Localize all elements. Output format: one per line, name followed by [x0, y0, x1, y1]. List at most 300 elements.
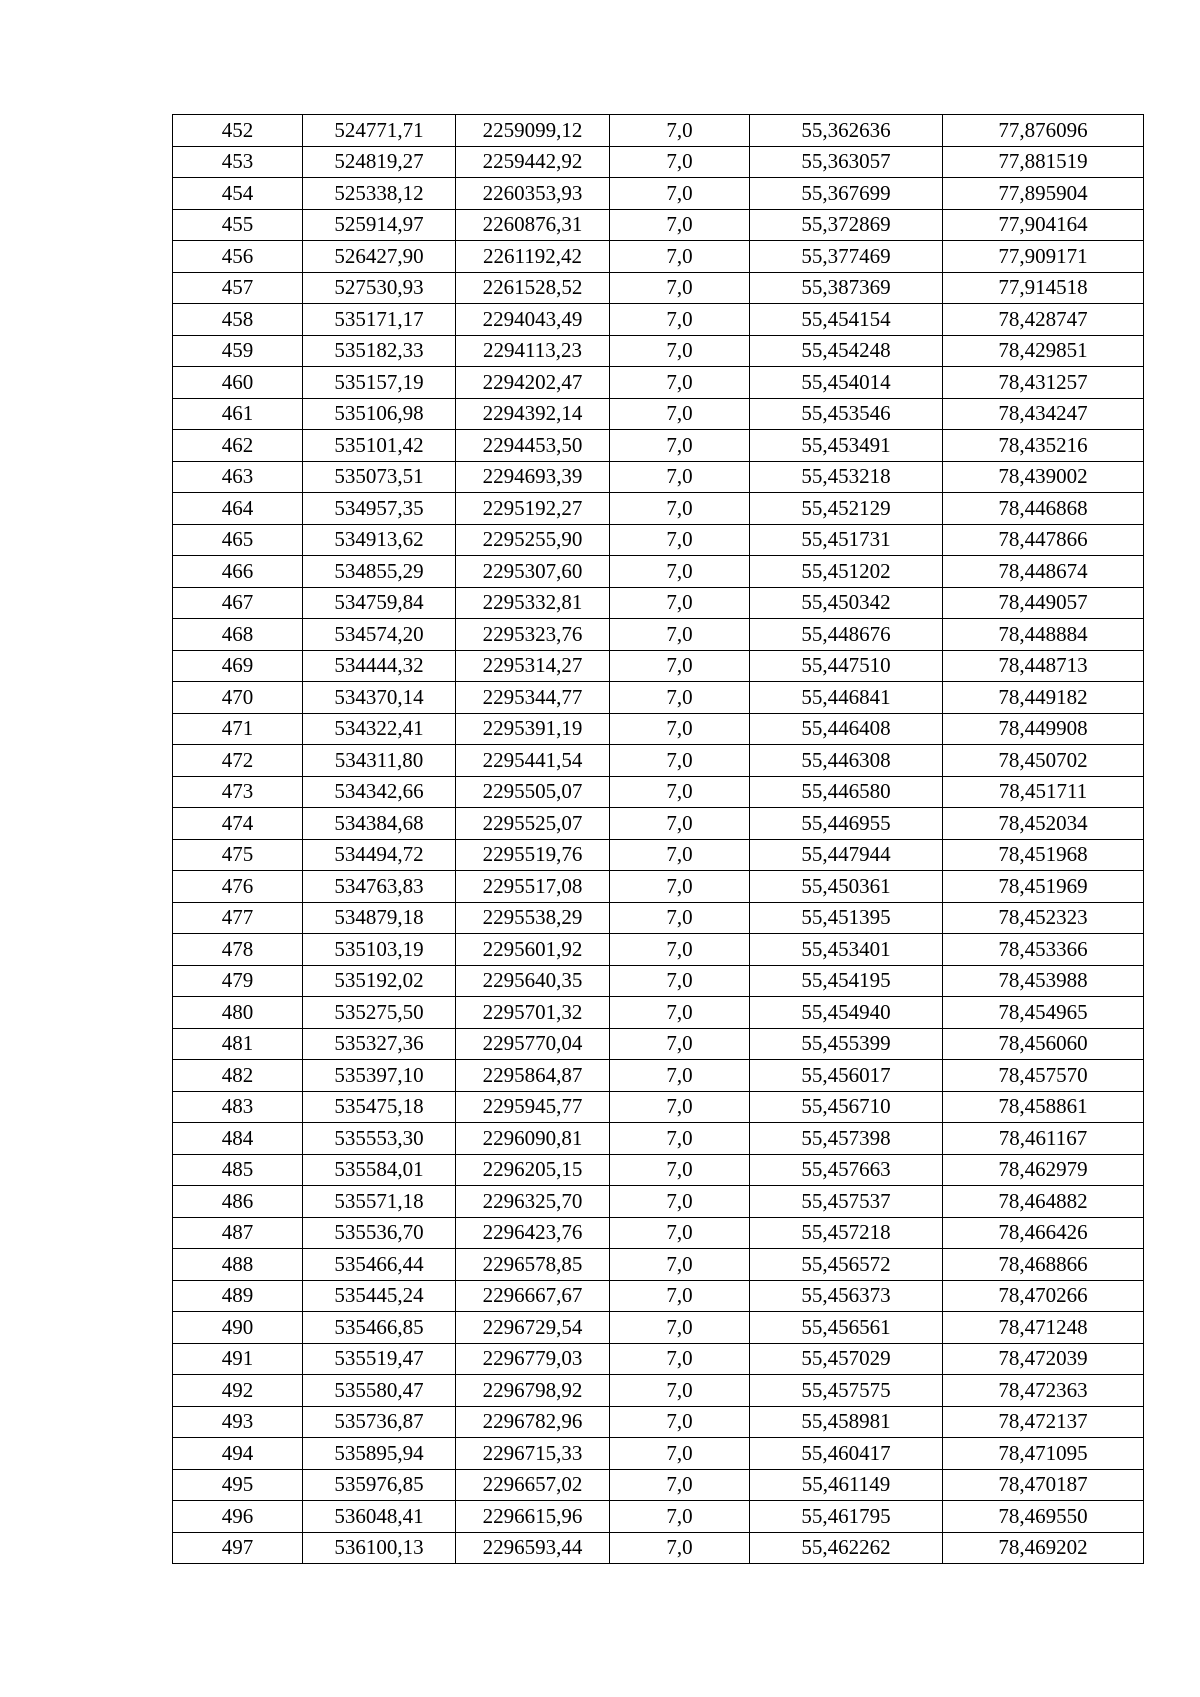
table-row [173, 1154, 1144, 1186]
point-number-cell: 469 [173, 650, 303, 682]
width-cell: 7,0 [610, 871, 750, 903]
width-cell: 7,0 [610, 1312, 750, 1344]
x-coordinate-cell: 535736,87 [303, 1406, 456, 1438]
x-coordinate-cell: 534342,66 [303, 776, 456, 808]
table-row [173, 1060, 1144, 1092]
point-number-cell: 477 [173, 902, 303, 934]
longitude-cell: 78,449057 [943, 587, 1144, 619]
width-cell: 7,0 [610, 1186, 750, 1218]
width-cell: 7,0 [610, 1343, 750, 1375]
x-coordinate-cell: 535157,19 [303, 367, 456, 399]
width-cell: 7,0 [610, 241, 750, 273]
table-row [173, 1406, 1144, 1438]
longitude-cell: 77,909171 [943, 241, 1144, 273]
y-coordinate-cell: 2294113,23 [456, 335, 610, 367]
y-coordinate-cell: 2294453,50 [456, 430, 610, 462]
latitude-cell: 55,450342 [750, 587, 943, 619]
y-coordinate-cell: 2294693,39 [456, 461, 610, 493]
x-coordinate-cell: 535466,44 [303, 1249, 456, 1281]
table-row [173, 398, 1144, 430]
latitude-cell: 55,458981 [750, 1406, 943, 1438]
longitude-cell: 78,448884 [943, 619, 1144, 651]
x-coordinate-cell: 534759,84 [303, 587, 456, 619]
point-number-cell: 463 [173, 461, 303, 493]
point-number-cell: 490 [173, 1312, 303, 1344]
point-number-cell: 482 [173, 1060, 303, 1092]
width-cell: 7,0 [610, 1123, 750, 1155]
longitude-cell: 78,452323 [943, 902, 1144, 934]
point-number-cell: 493 [173, 1406, 303, 1438]
latitude-cell: 55,456373 [750, 1280, 943, 1312]
table-row [173, 650, 1144, 682]
latitude-cell: 55,446955 [750, 808, 943, 840]
x-coordinate-cell: 534957,35 [303, 493, 456, 525]
width-cell: 7,0 [610, 1217, 750, 1249]
width-cell: 7,0 [610, 1060, 750, 1092]
longitude-cell: 78,471248 [943, 1312, 1144, 1344]
table-row [173, 1532, 1144, 1564]
point-number-cell: 497 [173, 1532, 303, 1564]
longitude-cell: 78,452034 [943, 808, 1144, 840]
width-cell: 7,0 [610, 1406, 750, 1438]
latitude-cell: 55,453491 [750, 430, 943, 462]
y-coordinate-cell: 2295519,76 [456, 839, 610, 871]
point-number-cell: 473 [173, 776, 303, 808]
point-number-cell: 476 [173, 871, 303, 903]
x-coordinate-cell: 524771,71 [303, 115, 456, 147]
latitude-cell: 55,461795 [750, 1501, 943, 1533]
longitude-cell: 77,881519 [943, 146, 1144, 178]
table-row [173, 430, 1144, 462]
longitude-cell: 78,472363 [943, 1375, 1144, 1407]
longitude-cell: 78,446868 [943, 493, 1144, 525]
x-coordinate-cell: 535327,36 [303, 1028, 456, 1060]
table-row [173, 461, 1144, 493]
y-coordinate-cell: 2296729,54 [456, 1312, 610, 1344]
longitude-cell: 78,470266 [943, 1280, 1144, 1312]
x-coordinate-cell: 535895,94 [303, 1438, 456, 1470]
width-cell: 7,0 [610, 965, 750, 997]
latitude-cell: 55,450361 [750, 871, 943, 903]
x-coordinate-cell: 535073,51 [303, 461, 456, 493]
longitude-cell: 78,471095 [943, 1438, 1144, 1470]
x-coordinate-cell: 535466,85 [303, 1312, 456, 1344]
y-coordinate-cell: 2295525,07 [456, 808, 610, 840]
latitude-cell: 55,363057 [750, 146, 943, 178]
x-coordinate-cell: 534444,32 [303, 650, 456, 682]
point-number-cell: 491 [173, 1343, 303, 1375]
point-number-cell: 460 [173, 367, 303, 399]
latitude-cell: 55,377469 [750, 241, 943, 273]
point-number-cell: 454 [173, 178, 303, 210]
point-number-cell: 461 [173, 398, 303, 430]
table-row [173, 1501, 1144, 1533]
y-coordinate-cell: 2295344,77 [456, 682, 610, 714]
latitude-cell: 55,454248 [750, 335, 943, 367]
longitude-cell: 78,449908 [943, 713, 1144, 745]
width-cell: 7,0 [610, 146, 750, 178]
latitude-cell: 55,455399 [750, 1028, 943, 1060]
longitude-cell: 78,451711 [943, 776, 1144, 808]
longitude-cell: 78,428747 [943, 304, 1144, 336]
y-coordinate-cell: 2294392,14 [456, 398, 610, 430]
table-row [173, 241, 1144, 273]
latitude-cell: 55,457575 [750, 1375, 943, 1407]
x-coordinate-cell: 534574,20 [303, 619, 456, 651]
latitude-cell: 55,446308 [750, 745, 943, 777]
table-row [173, 839, 1144, 871]
width-cell: 7,0 [610, 808, 750, 840]
table-row [173, 209, 1144, 241]
point-number-cell: 457 [173, 272, 303, 304]
latitude-cell: 55,454014 [750, 367, 943, 399]
y-coordinate-cell: 2295441,54 [456, 745, 610, 777]
width-cell: 7,0 [610, 1532, 750, 1564]
y-coordinate-cell: 2295517,08 [456, 871, 610, 903]
point-number-cell: 465 [173, 524, 303, 556]
y-coordinate-cell: 2261528,52 [456, 272, 610, 304]
point-number-cell: 486 [173, 1186, 303, 1218]
width-cell: 7,0 [610, 619, 750, 651]
point-number-cell: 483 [173, 1091, 303, 1123]
latitude-cell: 55,456710 [750, 1091, 943, 1123]
y-coordinate-cell: 2296615,96 [456, 1501, 610, 1533]
y-coordinate-cell: 2295538,29 [456, 902, 610, 934]
point-number-cell: 468 [173, 619, 303, 651]
point-number-cell: 472 [173, 745, 303, 777]
point-number-cell: 480 [173, 997, 303, 1029]
coordinates-table [172, 114, 1144, 1564]
y-coordinate-cell: 2295314,27 [456, 650, 610, 682]
table-row [173, 335, 1144, 367]
width-cell: 7,0 [610, 1375, 750, 1407]
table-row [173, 1028, 1144, 1060]
width-cell: 7,0 [610, 1249, 750, 1281]
longitude-cell: 78,449182 [943, 682, 1144, 714]
longitude-cell: 78,457570 [943, 1060, 1144, 1092]
width-cell: 7,0 [610, 115, 750, 147]
latitude-cell: 55,457663 [750, 1154, 943, 1186]
longitude-cell: 78,472137 [943, 1406, 1144, 1438]
longitude-cell: 78,448674 [943, 556, 1144, 588]
table-row [173, 1123, 1144, 1155]
width-cell: 7,0 [610, 1438, 750, 1470]
x-coordinate-cell: 527530,93 [303, 272, 456, 304]
x-coordinate-cell: 534311,80 [303, 745, 456, 777]
table-row [173, 745, 1144, 777]
table-row [173, 1280, 1144, 1312]
x-coordinate-cell: 535103,19 [303, 934, 456, 966]
table-row [173, 965, 1144, 997]
table-row [173, 902, 1144, 934]
y-coordinate-cell: 2296090,81 [456, 1123, 610, 1155]
x-coordinate-cell: 536048,41 [303, 1501, 456, 1533]
longitude-cell: 78,464882 [943, 1186, 1144, 1218]
width-cell: 7,0 [610, 650, 750, 682]
longitude-cell: 78,466426 [943, 1217, 1144, 1249]
point-number-cell: 487 [173, 1217, 303, 1249]
longitude-cell: 77,876096 [943, 115, 1144, 147]
x-coordinate-cell: 535580,47 [303, 1375, 456, 1407]
point-number-cell: 496 [173, 1501, 303, 1533]
y-coordinate-cell: 2259442,92 [456, 146, 610, 178]
latitude-cell: 55,456561 [750, 1312, 943, 1344]
width-cell: 7,0 [610, 461, 750, 493]
x-coordinate-cell: 535976,85 [303, 1469, 456, 1501]
table-row [173, 776, 1144, 808]
table-row [173, 871, 1144, 903]
point-number-cell: 474 [173, 808, 303, 840]
width-cell: 7,0 [610, 997, 750, 1029]
x-coordinate-cell: 534763,83 [303, 871, 456, 903]
y-coordinate-cell: 2260353,93 [456, 178, 610, 210]
width-cell: 7,0 [610, 556, 750, 588]
y-coordinate-cell: 2296667,67 [456, 1280, 610, 1312]
x-coordinate-cell: 534855,29 [303, 556, 456, 588]
y-coordinate-cell: 2296798,92 [456, 1375, 610, 1407]
longitude-cell: 78,454965 [943, 997, 1144, 1029]
latitude-cell: 55,456017 [750, 1060, 943, 1092]
latitude-cell: 55,457537 [750, 1186, 943, 1218]
x-coordinate-cell: 535571,18 [303, 1186, 456, 1218]
width-cell: 7,0 [610, 587, 750, 619]
latitude-cell: 55,452129 [750, 493, 943, 525]
x-coordinate-cell: 534370,14 [303, 682, 456, 714]
width-cell: 7,0 [610, 713, 750, 745]
width-cell: 7,0 [610, 745, 750, 777]
latitude-cell: 55,446580 [750, 776, 943, 808]
width-cell: 7,0 [610, 1501, 750, 1533]
point-number-cell: 479 [173, 965, 303, 997]
table-row [173, 272, 1144, 304]
longitude-cell: 77,914518 [943, 272, 1144, 304]
longitude-cell: 78,435216 [943, 430, 1144, 462]
table-row [173, 524, 1144, 556]
latitude-cell: 55,462262 [750, 1532, 943, 1564]
longitude-cell: 78,439002 [943, 461, 1144, 493]
latitude-cell: 55,454195 [750, 965, 943, 997]
width-cell: 7,0 [610, 1280, 750, 1312]
table-row [173, 682, 1144, 714]
point-number-cell: 471 [173, 713, 303, 745]
longitude-cell: 78,461167 [943, 1123, 1144, 1155]
x-coordinate-cell: 535192,02 [303, 965, 456, 997]
width-cell: 7,0 [610, 367, 750, 399]
longitude-cell: 77,895904 [943, 178, 1144, 210]
y-coordinate-cell: 2295505,07 [456, 776, 610, 808]
table-row [173, 1469, 1144, 1501]
latitude-cell: 55,457029 [750, 1343, 943, 1375]
y-coordinate-cell: 2261192,42 [456, 241, 610, 273]
longitude-cell: 78,431257 [943, 367, 1144, 399]
latitude-cell: 55,453401 [750, 934, 943, 966]
point-number-cell: 478 [173, 934, 303, 966]
y-coordinate-cell: 2295601,92 [456, 934, 610, 966]
point-number-cell: 464 [173, 493, 303, 525]
point-number-cell: 453 [173, 146, 303, 178]
longitude-cell: 78,458861 [943, 1091, 1144, 1123]
x-coordinate-cell: 534322,41 [303, 713, 456, 745]
point-number-cell: 494 [173, 1438, 303, 1470]
x-coordinate-cell: 535536,70 [303, 1217, 456, 1249]
y-coordinate-cell: 2294043,49 [456, 304, 610, 336]
y-coordinate-cell: 2295864,87 [456, 1060, 610, 1092]
table-row [173, 1186, 1144, 1218]
longitude-cell: 78,472039 [943, 1343, 1144, 1375]
table-row [173, 146, 1144, 178]
latitude-cell: 55,457398 [750, 1123, 943, 1155]
point-number-cell: 489 [173, 1280, 303, 1312]
y-coordinate-cell: 2295323,76 [456, 619, 610, 651]
longitude-cell: 78,462979 [943, 1154, 1144, 1186]
table-row [173, 1375, 1144, 1407]
width-cell: 7,0 [610, 902, 750, 934]
longitude-cell: 78,447866 [943, 524, 1144, 556]
latitude-cell: 55,453218 [750, 461, 943, 493]
y-coordinate-cell: 2295640,35 [456, 965, 610, 997]
table-row [173, 934, 1144, 966]
latitude-cell: 55,456572 [750, 1249, 943, 1281]
latitude-cell: 55,446408 [750, 713, 943, 745]
x-coordinate-cell: 535101,42 [303, 430, 456, 462]
width-cell: 7,0 [610, 272, 750, 304]
latitude-cell: 55,461149 [750, 1469, 943, 1501]
x-coordinate-cell: 524819,27 [303, 146, 456, 178]
y-coordinate-cell: 2296578,85 [456, 1249, 610, 1281]
latitude-cell: 55,453546 [750, 398, 943, 430]
x-coordinate-cell: 534384,68 [303, 808, 456, 840]
table-row [173, 115, 1144, 147]
table-row [173, 178, 1144, 210]
point-number-cell: 458 [173, 304, 303, 336]
table-row [173, 1249, 1144, 1281]
y-coordinate-cell: 2296423,76 [456, 1217, 610, 1249]
y-coordinate-cell: 2295701,32 [456, 997, 610, 1029]
longitude-cell: 78,469202 [943, 1532, 1144, 1564]
x-coordinate-cell: 534879,18 [303, 902, 456, 934]
point-number-cell: 495 [173, 1469, 303, 1501]
width-cell: 7,0 [610, 524, 750, 556]
latitude-cell: 55,451731 [750, 524, 943, 556]
table-row [173, 1343, 1144, 1375]
y-coordinate-cell: 2296779,03 [456, 1343, 610, 1375]
width-cell: 7,0 [610, 209, 750, 241]
table-row [173, 619, 1144, 651]
latitude-cell: 55,454154 [750, 304, 943, 336]
width-cell: 7,0 [610, 1028, 750, 1060]
longitude-cell: 78,448713 [943, 650, 1144, 682]
point-number-cell: 466 [173, 556, 303, 588]
point-number-cell: 475 [173, 839, 303, 871]
point-number-cell: 456 [173, 241, 303, 273]
y-coordinate-cell: 2296205,15 [456, 1154, 610, 1186]
longitude-cell: 78,453988 [943, 965, 1144, 997]
table-row [173, 1312, 1144, 1344]
x-coordinate-cell: 535171,17 [303, 304, 456, 336]
width-cell: 7,0 [610, 398, 750, 430]
longitude-cell: 77,904164 [943, 209, 1144, 241]
longitude-cell: 78,434247 [943, 398, 1144, 430]
latitude-cell: 55,451202 [750, 556, 943, 588]
width-cell: 7,0 [610, 430, 750, 462]
longitude-cell: 78,470187 [943, 1469, 1144, 1501]
longitude-cell: 78,451968 [943, 839, 1144, 871]
y-coordinate-cell: 2295391,19 [456, 713, 610, 745]
width-cell: 7,0 [610, 1091, 750, 1123]
x-coordinate-cell: 535584,01 [303, 1154, 456, 1186]
latitude-cell: 55,446841 [750, 682, 943, 714]
latitude-cell: 55,372869 [750, 209, 943, 241]
table-row [173, 997, 1144, 1029]
coordinates-table-body [173, 115, 1144, 1564]
y-coordinate-cell: 2296657,02 [456, 1469, 610, 1501]
table-row [173, 1217, 1144, 1249]
x-coordinate-cell: 525914,97 [303, 209, 456, 241]
x-coordinate-cell: 534494,72 [303, 839, 456, 871]
latitude-cell: 55,460417 [750, 1438, 943, 1470]
y-coordinate-cell: 2296715,33 [456, 1438, 610, 1470]
point-number-cell: 492 [173, 1375, 303, 1407]
x-coordinate-cell: 535519,47 [303, 1343, 456, 1375]
width-cell: 7,0 [610, 493, 750, 525]
y-coordinate-cell: 2296782,96 [456, 1406, 610, 1438]
longitude-cell: 78,451969 [943, 871, 1144, 903]
latitude-cell: 55,454940 [750, 997, 943, 1029]
latitude-cell: 55,447510 [750, 650, 943, 682]
table-row [173, 587, 1144, 619]
x-coordinate-cell: 535397,10 [303, 1060, 456, 1092]
y-coordinate-cell: 2295307,60 [456, 556, 610, 588]
point-number-cell: 484 [173, 1123, 303, 1155]
y-coordinate-cell: 2294202,47 [456, 367, 610, 399]
width-cell: 7,0 [610, 934, 750, 966]
x-coordinate-cell: 535182,33 [303, 335, 456, 367]
x-coordinate-cell: 535475,18 [303, 1091, 456, 1123]
x-coordinate-cell: 535553,30 [303, 1123, 456, 1155]
latitude-cell: 55,367699 [750, 178, 943, 210]
latitude-cell: 55,387369 [750, 272, 943, 304]
y-coordinate-cell: 2259099,12 [456, 115, 610, 147]
point-number-cell: 485 [173, 1154, 303, 1186]
y-coordinate-cell: 2295332,81 [456, 587, 610, 619]
longitude-cell: 78,429851 [943, 335, 1144, 367]
width-cell: 7,0 [610, 178, 750, 210]
longitude-cell: 78,450702 [943, 745, 1144, 777]
y-coordinate-cell: 2295255,90 [456, 524, 610, 556]
width-cell: 7,0 [610, 1469, 750, 1501]
latitude-cell: 55,448676 [750, 619, 943, 651]
longitude-cell: 78,469550 [943, 1501, 1144, 1533]
latitude-cell: 55,447944 [750, 839, 943, 871]
width-cell: 7,0 [610, 839, 750, 871]
table-row [173, 1438, 1144, 1470]
table-row [173, 493, 1144, 525]
point-number-cell: 455 [173, 209, 303, 241]
point-number-cell: 452 [173, 115, 303, 147]
y-coordinate-cell: 2295945,77 [456, 1091, 610, 1123]
width-cell: 7,0 [610, 335, 750, 367]
table-row [173, 1091, 1144, 1123]
longitude-cell: 78,453366 [943, 934, 1144, 966]
longitude-cell: 78,456060 [943, 1028, 1144, 1060]
y-coordinate-cell: 2296593,44 [456, 1532, 610, 1564]
width-cell: 7,0 [610, 776, 750, 808]
table-row [173, 304, 1144, 336]
latitude-cell: 55,362636 [750, 115, 943, 147]
table-row [173, 367, 1144, 399]
x-coordinate-cell: 535106,98 [303, 398, 456, 430]
x-coordinate-cell: 536100,13 [303, 1532, 456, 1564]
